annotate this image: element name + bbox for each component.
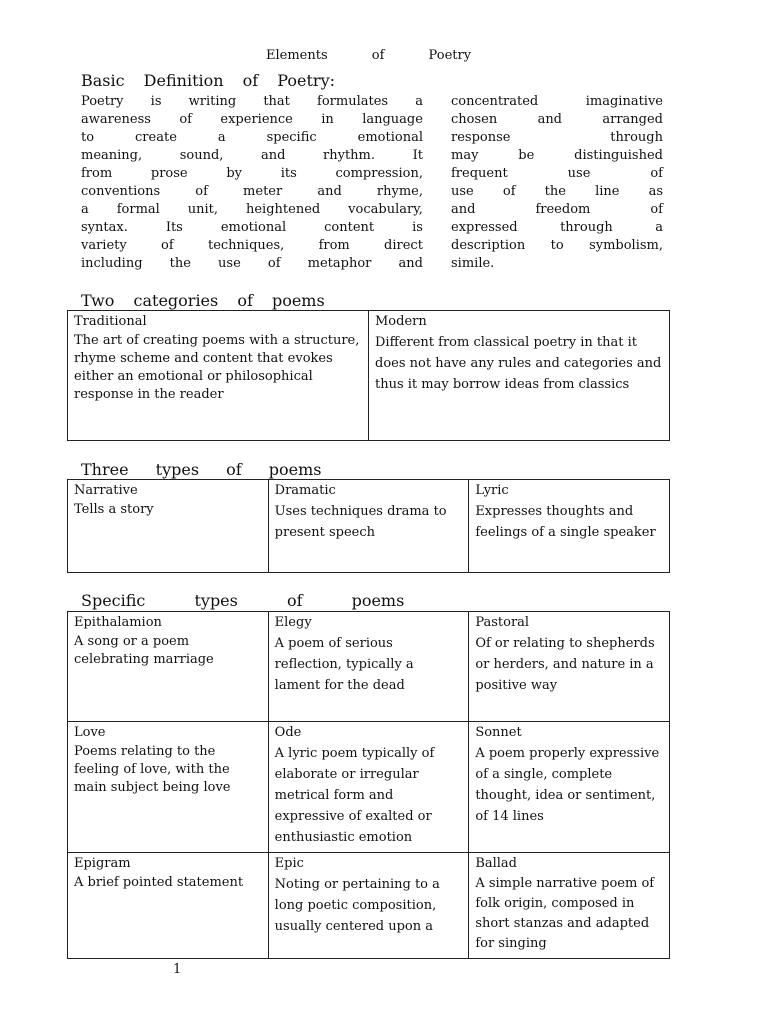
type-cell-sonnet	[469, 722, 670, 853]
three-types-table	[67, 479, 670, 573]
definition-word: of	[161, 238, 174, 253]
definition-word: of	[195, 184, 208, 199]
definition-word: awareness	[81, 112, 151, 127]
definition-word: concentrated	[451, 94, 539, 109]
type-cell-narrative	[68, 480, 269, 573]
category-cell-traditional	[68, 311, 369, 441]
definition-line-half	[81, 201, 423, 219]
definition-word: variety	[81, 238, 127, 253]
definition-line-half	[451, 237, 663, 255]
definition-line	[81, 183, 663, 201]
definition-word: as	[648, 184, 663, 199]
definition-word: distinguished	[574, 148, 663, 163]
definition-word: may	[451, 148, 479, 163]
two-categories-heading: Two categories of poems	[81, 291, 325, 310]
definition-word: a	[415, 94, 423, 109]
specific-types-heading: Specific types of poems	[81, 591, 405, 610]
definition-word: freedom	[535, 202, 591, 217]
definition-word: experience	[220, 112, 293, 127]
three-types-heading: Three types of poems	[81, 460, 322, 479]
definition-line-half	[81, 147, 423, 165]
definition-word: simile.	[451, 256, 495, 271]
definition-word: of	[650, 202, 663, 217]
definition-word: the	[169, 256, 191, 271]
definition-word: conventions	[81, 184, 161, 199]
definition-word: prose	[150, 166, 188, 181]
definition-word: direct	[384, 238, 423, 253]
definition-word: description	[451, 238, 526, 253]
definition-line	[81, 147, 663, 165]
definition-word: It	[412, 148, 423, 163]
cell-title: Sonnet	[475, 725, 522, 740]
cell-title: Elegy	[274, 615, 312, 630]
definition-line-half	[451, 111, 663, 129]
definition-paragraph	[81, 93, 663, 273]
definition-line-half	[451, 165, 663, 183]
definition-word: meaning,	[81, 148, 143, 163]
type-cell-elegy	[268, 612, 469, 722]
definition-word: formal	[116, 202, 160, 217]
definition-word: techniques,	[207, 238, 285, 253]
cell-title: Epigram	[74, 856, 131, 871]
definition-word: to	[81, 130, 95, 145]
definition-word: symbolism,	[589, 238, 663, 253]
cell-description: A poem of serious reflection, typically a lament for the dead	[274, 636, 414, 693]
definition-word: writing	[188, 94, 237, 109]
definition-word: and	[398, 256, 423, 271]
definition-word: a	[81, 202, 89, 217]
definition-word: imaginative	[585, 94, 663, 109]
definition-word: unit,	[187, 202, 219, 217]
definition-word: use	[567, 166, 591, 181]
type-cell-epigram	[68, 853, 269, 959]
definition-line-half	[81, 129, 423, 147]
definition-word: from	[81, 166, 113, 181]
definition-line	[81, 237, 663, 255]
cell-description: Of or relating to shepherds or herders, and nature in a positive way	[475, 636, 655, 693]
definition-word: including	[81, 256, 143, 271]
definition-word: emotional	[220, 220, 287, 235]
definition-word: of	[179, 112, 192, 127]
cell-title: Traditional	[74, 314, 147, 329]
definition-line-half	[81, 93, 423, 111]
cell-title: Dramatic	[274, 483, 336, 498]
definition-word: through	[610, 130, 663, 145]
definition-word: syntax.	[81, 220, 128, 235]
definition-word: through	[560, 220, 613, 235]
definition-line-half	[451, 201, 663, 219]
definition-word: and	[261, 148, 286, 163]
definition-word: a	[217, 130, 226, 145]
definition-word: is	[412, 220, 423, 235]
definition-line-half	[81, 111, 423, 129]
definition-line-half	[81, 255, 423, 273]
definition-word: that	[263, 94, 290, 109]
type-cell-dramatic	[268, 480, 469, 573]
table-row	[68, 853, 670, 959]
definition-word: of	[502, 184, 516, 199]
definition-word: emotional	[357, 130, 423, 145]
definition-heading: Basic Definition of Poetry:	[81, 71, 335, 90]
definition-line-half	[451, 129, 663, 147]
definition-word: sound,	[179, 148, 224, 163]
type-cell-love	[68, 722, 269, 853]
definition-line	[81, 255, 663, 273]
definition-line	[81, 129, 663, 147]
cell-title: Ballad	[475, 856, 518, 871]
cell-title: Epic	[274, 856, 304, 871]
definition-word: formulates	[317, 94, 389, 109]
cell-description: Expresses thoughts and feelings of a single speaker	[475, 504, 656, 540]
definition-word: frequent	[451, 166, 508, 181]
cell-description: A simple narrative poem of folk origin, composed in short stanzas and adapted for singing	[475, 876, 655, 951]
definition-word: content	[324, 220, 375, 235]
table-row	[68, 722, 670, 853]
cell-title: Narrative	[74, 483, 138, 498]
cell-description: A poem properly expressive of a single, complete thought, idea or sentiment, of 14 lines	[475, 746, 660, 824]
definition-word: of	[267, 256, 281, 271]
definition-line	[81, 201, 663, 219]
cell-description: A lyric poem typically of elaborate or irregular metrical form and expressive of exalted or enthusiastic emotion	[274, 746, 435, 845]
page-number: 1	[173, 962, 182, 977]
definition-line	[81, 93, 663, 111]
definition-line-half	[451, 147, 663, 165]
definition-line	[81, 165, 663, 183]
type-cell-pastoral	[469, 612, 670, 722]
type-cell-ballad	[469, 853, 670, 959]
definition-word: by	[226, 166, 242, 181]
definition-line	[81, 111, 663, 129]
definition-word: use	[218, 256, 241, 271]
definition-word: be	[518, 148, 535, 163]
definition-word: and	[537, 112, 563, 127]
definition-line-half	[81, 219, 423, 237]
definition-word: heightened	[245, 202, 321, 217]
two-categories-table	[67, 310, 670, 441]
category-cell-modern	[369, 311, 670, 441]
specific-types-table	[67, 611, 670, 959]
definition-word: specific	[266, 130, 317, 145]
definition-word: of	[650, 166, 663, 181]
definition-word: from	[318, 238, 350, 253]
definition-line-half	[451, 183, 663, 201]
definition-word: response	[451, 130, 511, 145]
definition-word: language	[362, 112, 423, 127]
type-cell-epic	[268, 853, 469, 959]
definition-line-half	[451, 219, 663, 237]
cell-description: A brief pointed statement	[74, 875, 244, 890]
type-cell-ode	[268, 722, 469, 853]
definition-word: meter	[243, 184, 283, 199]
cell-description: Noting or pertaining to a long poetic composition, usually centered upon a	[274, 877, 440, 934]
cell-title: Epithalamion	[74, 615, 162, 630]
cell-description: Tells a story	[74, 502, 154, 517]
definition-word: a	[655, 220, 663, 235]
definition-word: metaphor	[307, 256, 372, 271]
definition-word: Poetry	[81, 94, 124, 109]
definition-word: line	[595, 184, 620, 199]
definition-line-half	[451, 255, 663, 273]
definition-word: arranged	[602, 112, 663, 127]
cell-description: Poems relating to the feeling of love, with the main subject being love	[74, 744, 231, 795]
definition-line-half	[81, 237, 423, 255]
table-row	[68, 612, 670, 722]
definition-line	[81, 219, 663, 237]
definition-word: Its	[165, 220, 183, 235]
cell-description: A song or a poem celebrating marriage	[74, 634, 214, 667]
definition-word: its	[280, 166, 297, 181]
definition-line-half	[81, 183, 423, 201]
type-cell-epithalamion	[68, 612, 269, 722]
definition-word: chosen	[451, 112, 498, 127]
cell-description: Different from classical poetry in that it does not have any rules and categories and thus it may borrow ideas from classics	[375, 335, 662, 392]
definition-word: in	[321, 112, 334, 127]
cell-title: Love	[74, 725, 106, 740]
table-row	[68, 311, 670, 441]
definition-word: expressed	[451, 220, 518, 235]
definition-word: to	[550, 238, 564, 253]
type-cell-lyric	[469, 480, 670, 573]
cell-title: Modern	[375, 314, 427, 329]
definition-word: vocabulary,	[348, 202, 423, 217]
cell-description: The art of creating poems with a structure, rhyme scheme and content that evokes either an emotional or philosophical response in the reader	[74, 333, 360, 402]
definition-word: the	[544, 184, 566, 199]
table-row	[68, 480, 670, 573]
definition-word: create	[135, 130, 177, 145]
page-title: Elements of Poetry	[266, 48, 472, 63]
definition-word: is	[150, 94, 162, 109]
definition-word: compression,	[335, 166, 423, 181]
definition-word: rhyme,	[376, 184, 423, 199]
cell-title: Ode	[274, 725, 302, 740]
cell-description: Uses techniques drama to present speech	[274, 504, 447, 540]
definition-line-half	[451, 93, 663, 111]
definition-word: and	[317, 184, 342, 199]
definition-line-half	[81, 165, 423, 183]
definition-word: use	[451, 184, 474, 199]
definition-word: and	[451, 202, 476, 217]
cell-title: Lyric	[475, 483, 509, 498]
cell-title: Pastoral	[475, 615, 530, 630]
definition-word: rhythm.	[323, 148, 376, 163]
